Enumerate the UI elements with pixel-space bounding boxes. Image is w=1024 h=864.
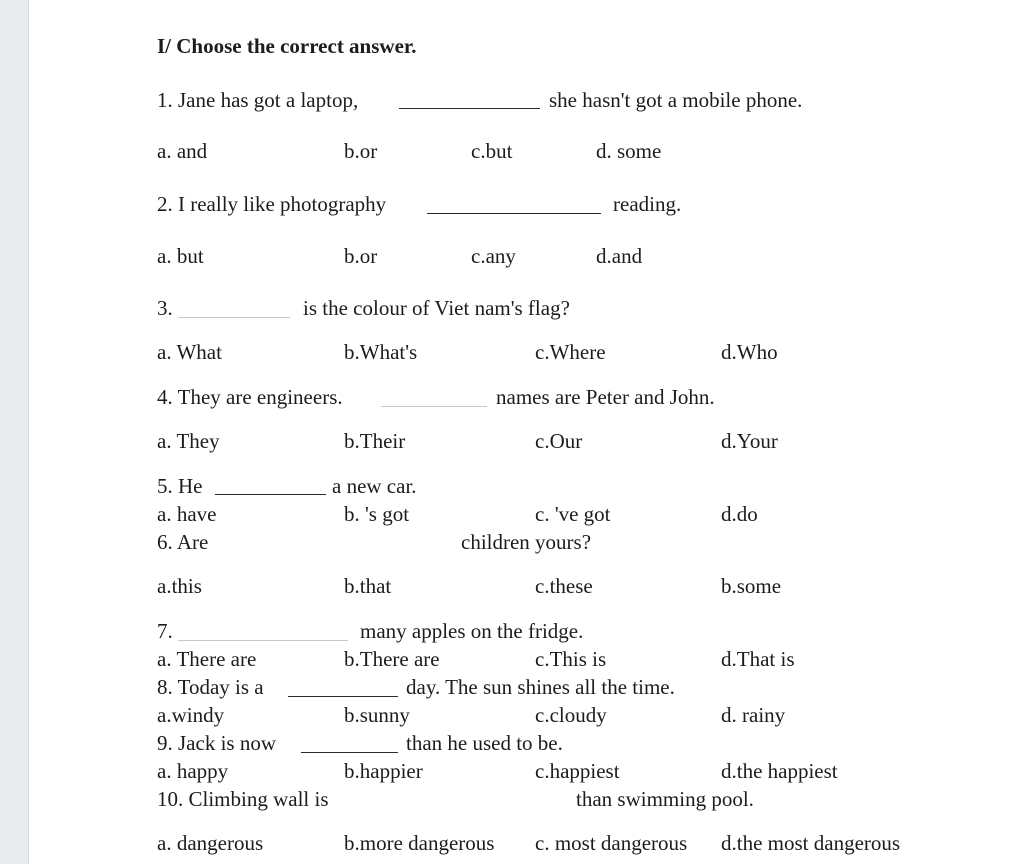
question-8-blank bbox=[288, 696, 398, 697]
question-6-option-b: b.that bbox=[344, 574, 392, 598]
question-4-option-b: b.Their bbox=[344, 429, 406, 453]
question-4-option-d: d.Your bbox=[721, 429, 778, 453]
question-8-option-b: b.sunny bbox=[344, 703, 410, 727]
question-1-text-end: she hasn't got a mobile phone. bbox=[549, 88, 803, 112]
question-4-option-c: c.Our bbox=[535, 429, 583, 453]
question-1-option-c: c.but bbox=[471, 139, 513, 163]
question-7-option-a: a. There are bbox=[157, 647, 257, 671]
question-8-option-a: a.windy bbox=[157, 703, 225, 727]
question-8-text-start: 8. Today is a bbox=[157, 675, 264, 699]
question-7-option-b: b.There are bbox=[344, 647, 440, 671]
question-3-option-a: a. What bbox=[157, 340, 222, 364]
question-2-text-start: 2. I really like photography bbox=[157, 192, 387, 216]
question-9-option-d: d.the happiest bbox=[721, 759, 838, 783]
question-1-option-a: a. and bbox=[157, 139, 208, 163]
question-10-text-start: 10. Climbing wall is bbox=[157, 787, 329, 811]
question-6-option-d: b.some bbox=[721, 574, 782, 598]
question-1-text-start: 1. Jane has got a laptop, bbox=[157, 88, 359, 112]
question-3-option-d: d.Who bbox=[721, 340, 778, 364]
question-4-text-start: 4. They are engineers. bbox=[157, 385, 343, 409]
question-4-option-a: a. They bbox=[157, 429, 220, 453]
question-1-option-b: b.or bbox=[344, 139, 378, 163]
question-6-option-a: a.this bbox=[157, 574, 202, 598]
question-5-blank bbox=[215, 494, 326, 495]
question-9-text-end: than he used to be. bbox=[406, 731, 563, 755]
question-5-option-a: a. have bbox=[157, 502, 217, 526]
question-7-option-d: d.That is bbox=[721, 647, 795, 671]
question-2-option-c: c.any bbox=[471, 244, 516, 268]
question-10-option-d: d.the most dangerous bbox=[721, 831, 901, 855]
question-9-blank bbox=[301, 752, 398, 753]
question-3-text-start: 3. bbox=[157, 296, 173, 320]
question-8-option-c: c.cloudy bbox=[535, 703, 607, 727]
question-5-option-c: c. 've got bbox=[535, 502, 611, 526]
question-3-blank bbox=[178, 317, 290, 318]
worksheet-title: I/ Choose the correct answer. bbox=[157, 34, 417, 58]
question-6-text-end: children yours? bbox=[461, 530, 592, 554]
question-10-option-a: a. dangerous bbox=[157, 831, 264, 855]
question-7-option-c: c.This is bbox=[535, 647, 607, 671]
question-7-blank bbox=[178, 640, 348, 641]
question-5-option-d: d.do bbox=[721, 502, 758, 526]
question-6-text-start: 6. Are bbox=[157, 530, 209, 554]
question-7-text-end: many apples on the fridge. bbox=[360, 619, 584, 643]
worksheet-page bbox=[29, 0, 1024, 864]
question-3-option-c: c.Where bbox=[535, 340, 606, 364]
question-2-option-d: d.and bbox=[596, 244, 643, 268]
question-10-text-end: than swimming pool. bbox=[576, 787, 754, 811]
question-9-option-b: b.happier bbox=[344, 759, 423, 783]
question-1-blank bbox=[399, 108, 540, 109]
question-3-text-end: is the colour of Viet nam's flag? bbox=[303, 296, 570, 320]
question-2-blank bbox=[427, 213, 601, 214]
question-2-option-b: b.or bbox=[344, 244, 378, 268]
question-5-text-end: a new car. bbox=[332, 474, 417, 498]
question-2-text-end: reading. bbox=[613, 192, 682, 216]
question-6-option-c: c.these bbox=[535, 574, 593, 598]
question-5-text-start: 5. He bbox=[157, 474, 203, 498]
question-9-option-c: c.happiest bbox=[535, 759, 620, 783]
question-4-text-end: names are Peter and John. bbox=[496, 385, 715, 409]
question-9-option-a: a. happy bbox=[157, 759, 229, 783]
question-8-text-end: day. The sun shines all the time. bbox=[406, 675, 675, 699]
question-8-option-d: d. rainy bbox=[721, 703, 786, 727]
question-10-option-b: b.more dangerous bbox=[344, 831, 495, 855]
question-10-option-c: c. most dangerous bbox=[535, 831, 688, 855]
question-4-blank bbox=[381, 406, 487, 407]
question-1-option-d: d. some bbox=[596, 139, 662, 163]
question-2-option-a: a. but bbox=[157, 244, 204, 268]
page-margin bbox=[0, 0, 29, 864]
question-9-text-start: 9. Jack is now bbox=[157, 731, 276, 755]
question-3-option-b: b.What's bbox=[344, 340, 418, 364]
question-7-text-start: 7. bbox=[157, 619, 173, 643]
question-5-option-b: b. 's got bbox=[344, 502, 410, 526]
